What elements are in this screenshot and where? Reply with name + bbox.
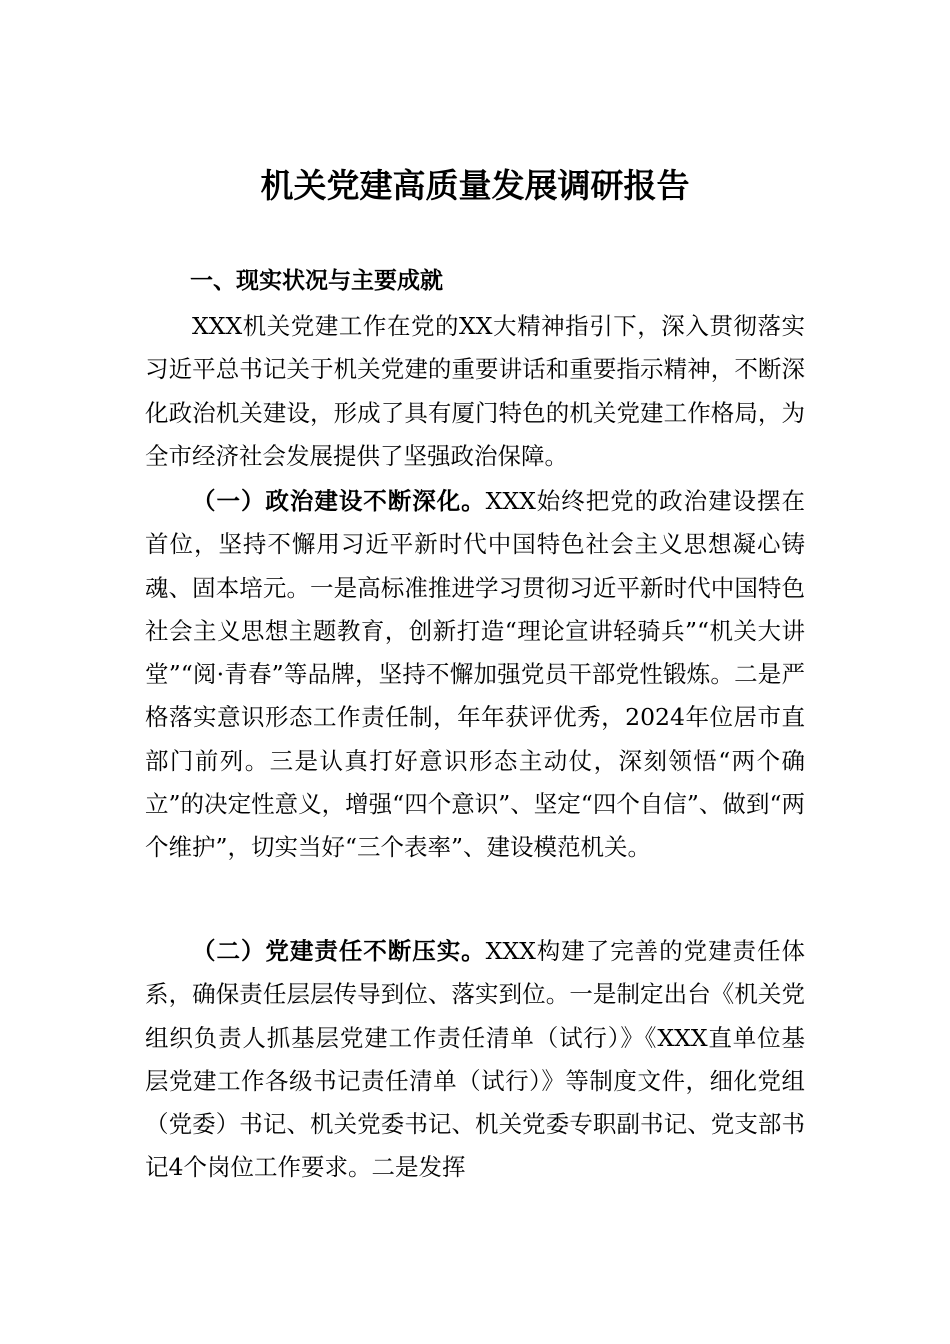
paragraph-party-responsibility xyxy=(145,930,805,1190)
document-title: 机关党建高质量发展调研报告 xyxy=(260,166,690,205)
paragraph-intro: XXX机关党建工作在党的XX大精神指引下，深入贯彻落实习近平总书记关于机关党建的重要讲话和重要指示精神，不断深化政治机关建设，形成了具有厦门特色的机关党建工作格局，为全市经济社会发展提供了坚强政治保障。 xyxy=(145,312,805,470)
subheading-political-construction: （一）政治建设不断深化。 xyxy=(192,487,486,515)
subheading-party-responsibility: （二）党建责任不断压实。 xyxy=(192,937,486,965)
section-heading: 一、现实状况与主要成就 xyxy=(190,268,443,294)
paragraph-body: XXX始终把党的政治建设摆在首位，坚持不懈用习近平新时代中国特色社会主义思想凝心铸魂、固本培元。一是高标准推进学习贯彻习近平新时代中国特色社会主义思想主题教育，创新打造“理论宣讲轻骑兵”“机关大讲堂”“阅·青春”等品牌，坚持不懈加强党员干部党性锻炼。二是严格落实意识形态工作责任制，年年获评优秀，2024年位居市直部门前列。三是认真打好意识形态主动仗，深刻领悟“两个确立”的决定性意义，增强“四个意识”、坚定“四个自信”、做到“两个维护”，切实当好“三个表率”、建设模范机关。 xyxy=(145,487,805,862)
paragraph-body: XXX构建了完善的党建责任体系，确保责任层层传导到位、落实到位。一是制定出台《机关党组织负责人抓基层党建工作责任清单（试行）》《XXX直单位基层党建工作各级书记责任清单（试行）》等制度文件，细化党组（党委）书记、机关党委书记、机关党委专职副书记、党支部书记4个岗位工作要求。二是发挥 xyxy=(145,937,805,1182)
paragraph-political-construction xyxy=(145,480,805,870)
